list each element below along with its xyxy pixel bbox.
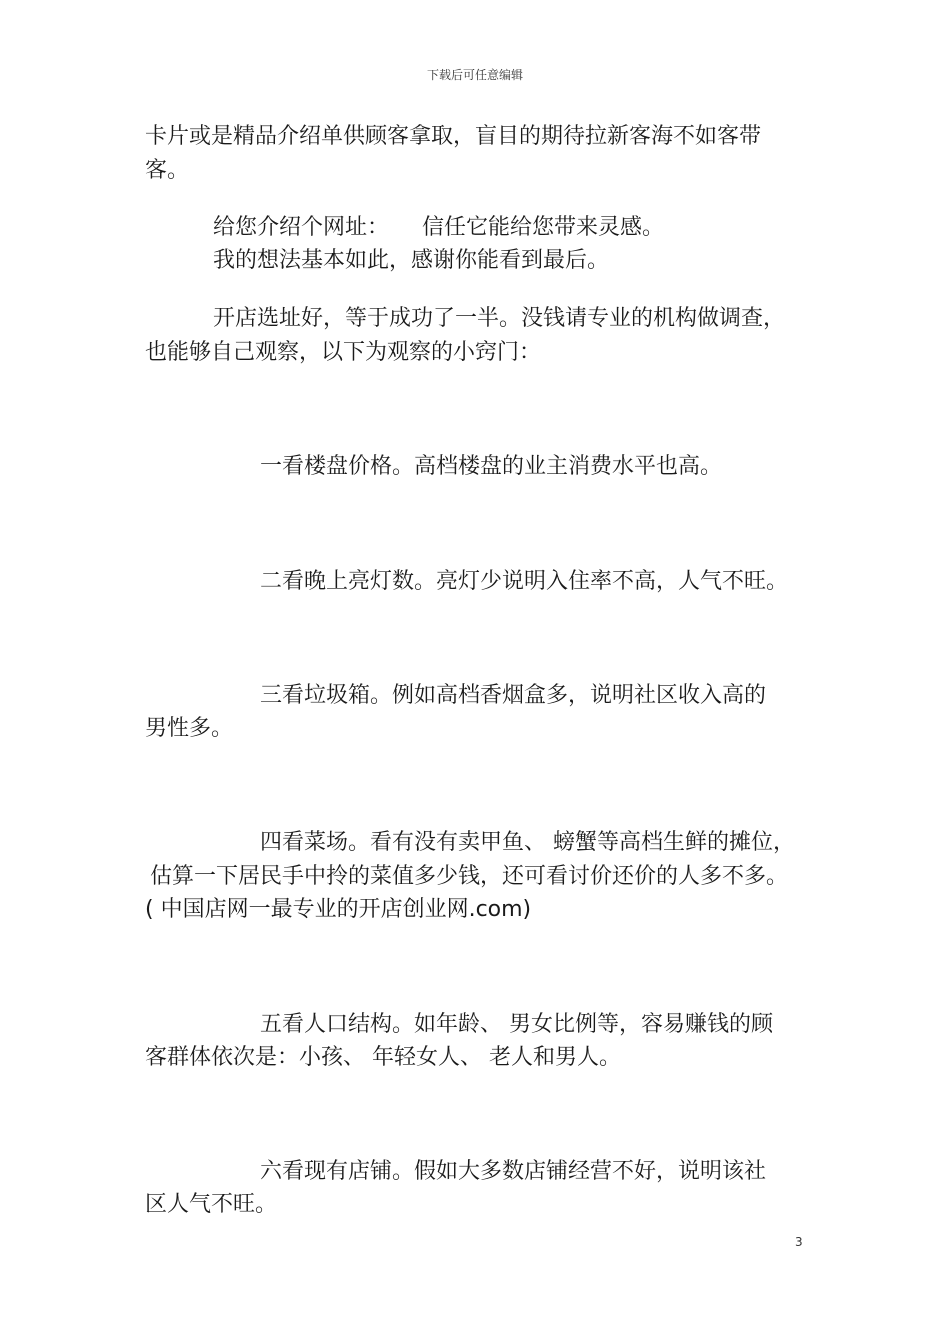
- text-line: 我的想法基本如此，感谢你能看到最后。: [213, 248, 610, 273]
- text-line: 客群体依次是：小孩、 年轻女人、 老人和男人。: [145, 1045, 621, 1070]
- text-line: ( 中国店网一最专业的开店创业网.com): [145, 897, 532, 922]
- text-line: 给您介绍个网址： 信任它能给您带来灵感。: [213, 215, 665, 240]
- text-line: 六看现有店铺。假如大多数店铺经营不好，说明该社: [260, 1159, 767, 1184]
- text-line: 男性多。: [145, 716, 234, 741]
- page-number: 3: [795, 1235, 803, 1249]
- text-line: 开店选址好，等于成功了一半。没钱请专业的机构做调查，: [213, 306, 786, 331]
- text-line: 二看晚上亮灯数。亮灯少说明入住率不高，人气不旺。: [260, 569, 789, 594]
- text-line: 也能够自己观察，以下为观察的小窍门：: [145, 340, 542, 365]
- text-line: 四看菜场。看有没有卖甲鱼、 螃蟹等高档生鲜的摊位，: [260, 830, 795, 855]
- text-line: 估算一下居民手中拎的菜值多少钱，还可看讨价还价的人多不多。: [150, 864, 789, 889]
- text-line: 五看人口结构。如年龄、 男女比例等，容易赚钱的顾: [260, 1012, 773, 1037]
- text-line: 客。: [145, 158, 190, 183]
- text-line: 卡片或是精品介绍单供顾客拿取，盲目的期待拉新客海不如客带: [145, 124, 762, 149]
- page-header: 下载后可任意编辑: [426, 68, 523, 82]
- text-line: 一看楼盘价格。高档楼盘的业主消费水平也高。: [260, 454, 723, 479]
- text-line: 三看垃圾箱。例如高档香烟盒多，说明社区收入高的: [260, 683, 767, 708]
- text-line: 区人气不旺。: [145, 1192, 278, 1217]
